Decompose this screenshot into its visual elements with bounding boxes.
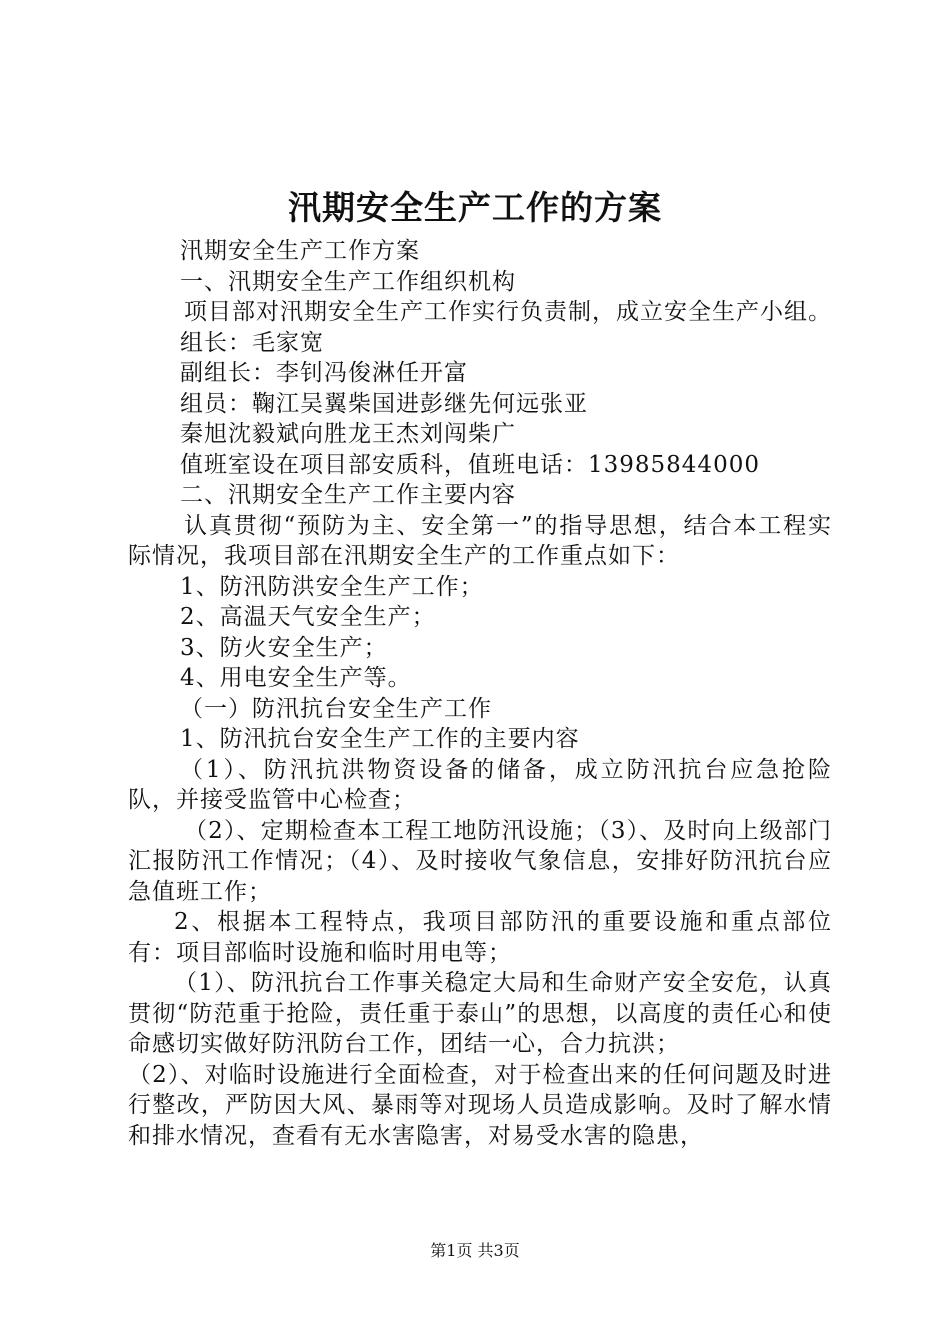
- list-item: 3、防火安全生产；: [180, 634, 388, 661]
- paragraph: 认真贯彻“预防为主、安全第一”的指导思想，结合本工程实际情况，我项目部在汛期安全生产的工作重点如下：: [128, 512, 832, 569]
- paragraph: 汛期安全生产工作方案: [180, 238, 420, 264]
- paragraph: 组员：鞠江吴翼柴国进彭继先何远张亚: [180, 390, 588, 417]
- section-heading: 二、汛期安全生产工作主要内容: [180, 482, 516, 508]
- document-body: [128, 236, 832, 1151]
- paragraph: （2）、对临时设施进行全面检查，对于检查出来的任何问题及时进行整改，严防因大风、暴雨等对现场人员造成影响。及时了解水情和排水情况，查看有无水害隐害，对易受水害的隐患，: [128, 1061, 832, 1149]
- paragraph: （1）、防汛抗洪物资设备的储备，成立防汛抗台应急抢险队，并接受监管中心检查；: [128, 756, 832, 813]
- paragraph: （2）、定期检查本工程工地防汛设施；（3）、及时向上级部门汇报防汛工作情况；（4）、及时接收气象信息，安排好防汛抗台应急值班工作；: [128, 817, 832, 905]
- list-item: 2、高温天气安全生产；: [180, 604, 436, 630]
- subsection-heading: （一）防汛抗台安全生产工作: [180, 695, 492, 722]
- list-item: 4、用电安全生产等。: [180, 665, 412, 691]
- paragraph: 组长：毛家宽: [180, 329, 324, 356]
- paragraph: 项目部对汛期安全生产工作实行负责制，成立安全生产小组。: [184, 299, 832, 325]
- document-title: 汛期安全生产工作的方案: [288, 188, 662, 227]
- section-heading: 一、汛期安全生产工作组织机构: [180, 268, 516, 295]
- paragraph: 1、防汛抗台安全生产工作的主要内容: [180, 726, 580, 752]
- paragraph: 2、根据本工程特点，我项目部防汛的重要设施和重点部位有：项目部临时设施和临时用电等；: [128, 909, 832, 966]
- paragraph: 值班室设在项目部安质科，值班电话：13985844000: [180, 451, 760, 478]
- paragraph: 秦旭沈毅斌向胜龙王杰刘闯柴广: [180, 421, 516, 447]
- list-item: 1、防汛防洪安全生产工作；: [180, 573, 484, 600]
- paragraph: （1）、防汛抗台工作事关稳定大局和生命财产安全安危，认真贯彻“防范重于抢险，责任重于泰山”的思想，以高度的责任心和使命感切实做好防汛防台工作，团结一心，合力抗洪；: [128, 970, 832, 1057]
- page-number: 第1页 共3页: [430, 1241, 520, 1260]
- paragraph: 副组长：李钊冯俊淋任开富: [180, 360, 468, 386]
